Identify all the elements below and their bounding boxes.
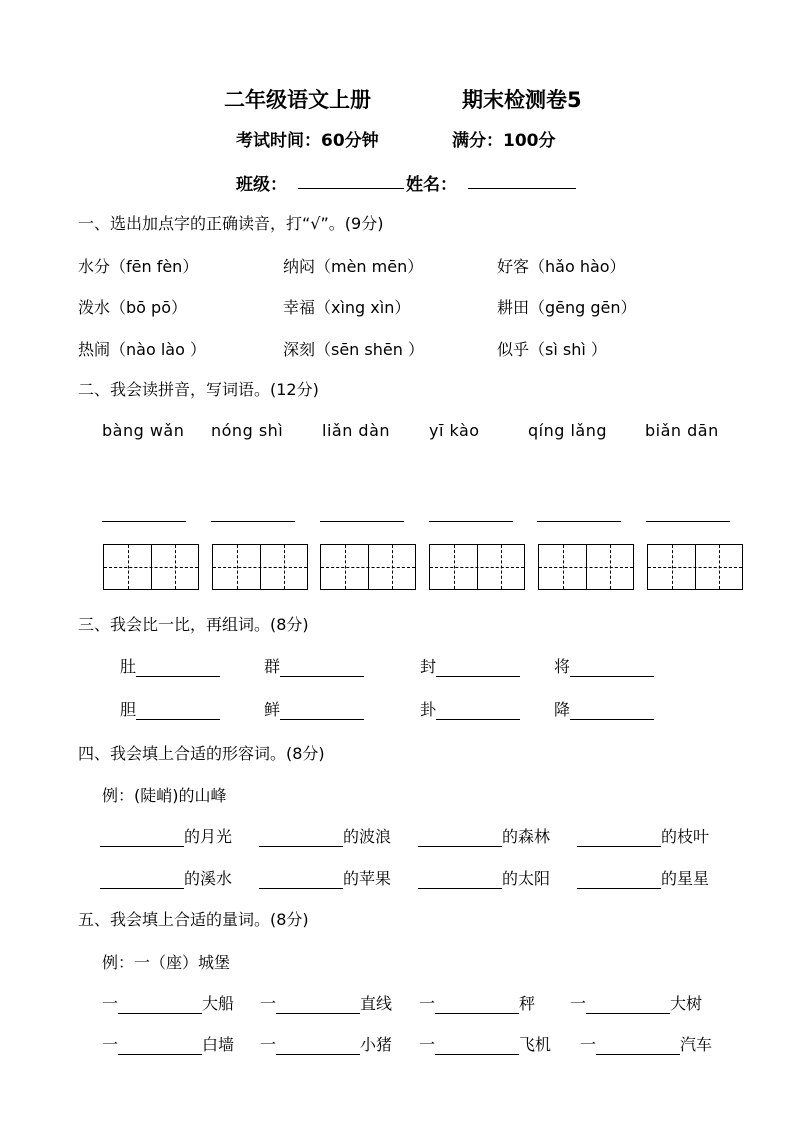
exam-time: 考试时间：60分钟 — [236, 131, 379, 151]
adjective-item: 的月光 — [100, 824, 232, 847]
measure-item: 一 大树 — [570, 994, 703, 1013]
measure-blank[interactable] — [276, 1036, 360, 1055]
section5-example: 例：一（座）城堡 — [102, 953, 231, 972]
reading-item[interactable]: 水分（fēn fèn） — [78, 257, 199, 276]
compare-char: 胆 — [120, 700, 137, 719]
measure-blank[interactable] — [118, 1036, 202, 1055]
compare-char: 降 — [554, 700, 571, 719]
reading-item[interactable]: 似乎（sì shì ） — [497, 340, 607, 359]
compare-item — [264, 654, 364, 677]
reading-item[interactable]: 热闹（nào lào ） — [78, 340, 206, 359]
answer-line[interactable] — [646, 521, 730, 522]
measure-item: 一 飞机 — [419, 1035, 552, 1054]
measure-blank[interactable] — [435, 1036, 519, 1055]
word-blank[interactable] — [436, 701, 520, 720]
section4-heading: 四、我会填上合适的形容词。(8分) — [78, 744, 325, 763]
adjective-item: 的太阳 — [418, 866, 550, 889]
pinyin-word: yī kào — [429, 421, 480, 440]
section3-heading: 三、我会比一比，再组词。(8分) — [78, 615, 309, 634]
compare-item — [120, 697, 220, 720]
answer-line[interactable] — [429, 521, 513, 522]
writing-grid[interactable] — [320, 544, 416, 590]
measure-item: 一 大船 — [102, 994, 235, 1013]
section5-heading: 五、我会填上合适的量词。(8分) — [78, 910, 309, 929]
answer-line[interactable] — [320, 521, 404, 522]
measure-blank[interactable] — [596, 1036, 680, 1055]
measure-blank[interactable] — [435, 995, 519, 1014]
measure-blank[interactable] — [586, 995, 670, 1014]
pinyin-word: liǎn dàn — [322, 421, 391, 440]
word-blank[interactable] — [280, 658, 364, 677]
pinyin-word: nóng shì — [211, 421, 284, 440]
word-blank[interactable] — [280, 701, 364, 720]
adjective-item: 的溪水 — [100, 866, 232, 889]
compare-char: 肚 — [120, 657, 137, 676]
adjective-blank[interactable] — [259, 870, 343, 889]
section4-example: 例：(陡峭)的山峰 — [102, 786, 227, 805]
writing-grid[interactable] — [538, 544, 634, 590]
adjective-item: 的波浪 — [259, 824, 391, 847]
compare-char: 将 — [554, 657, 571, 676]
adjective-blank[interactable] — [418, 828, 502, 847]
measure-blank[interactable] — [276, 995, 360, 1014]
answer-line[interactable] — [102, 521, 186, 522]
compare-char: 群 — [264, 657, 281, 676]
measure-item: 一 白墙 — [102, 1035, 235, 1054]
title-right: 期末检测卷5 — [462, 88, 582, 112]
word-blank[interactable] — [136, 658, 220, 677]
measure-item: 一 小猪 — [260, 1035, 393, 1054]
reading-item[interactable]: 耕田（gēng gēn） — [497, 298, 637, 317]
adjective-item: 的森林 — [418, 824, 550, 847]
pinyin-word: bàng wǎn — [102, 421, 185, 440]
adjective-blank[interactable] — [577, 870, 661, 889]
adjective-item: 的枝叶 — [577, 824, 709, 847]
compare-item — [420, 697, 520, 720]
adjective-blank[interactable] — [100, 870, 184, 889]
word-blank[interactable] — [570, 658, 654, 677]
adjective-blank[interactable] — [259, 828, 343, 847]
measure-blank[interactable] — [118, 995, 202, 1014]
section1-heading: 一、选出加点字的正确读音，打“√”。(9分) — [78, 214, 384, 233]
reading-item[interactable]: 纳闷（mèn mēn） — [283, 257, 424, 276]
writing-grid[interactable] — [103, 544, 199, 590]
reading-item[interactable]: 幸福（xìng xìn） — [283, 298, 411, 317]
class-label: 班级： — [236, 175, 287, 195]
compare-char: 封 — [420, 657, 437, 676]
compare-char: 鲜 — [264, 700, 281, 719]
answer-line[interactable] — [537, 521, 621, 522]
compare-item — [120, 654, 220, 677]
compare-item — [554, 654, 654, 677]
name-label: 姓名： — [406, 175, 457, 195]
compare-item — [420, 654, 520, 677]
adjective-item: 的苹果 — [259, 866, 391, 889]
measure-item: 一 秤 — [419, 994, 536, 1013]
word-blank[interactable] — [136, 701, 220, 720]
word-blank[interactable] — [570, 701, 654, 720]
reading-item[interactable]: 深刻（sēn shēn ） — [283, 340, 424, 359]
answer-line[interactable] — [211, 521, 295, 522]
pinyin-word: biǎn dān — [645, 421, 719, 440]
adjective-item: 的星星 — [577, 866, 709, 889]
compare-char: 卦 — [420, 700, 437, 719]
compare-item — [554, 697, 654, 720]
compare-item — [264, 697, 364, 720]
writing-grid[interactable] — [429, 544, 525, 590]
adjective-blank[interactable] — [577, 828, 661, 847]
class-blank[interactable] — [298, 188, 404, 189]
reading-item[interactable]: 好客（hǎo hào） — [497, 257, 626, 276]
writing-grid[interactable] — [647, 544, 743, 590]
adjective-blank[interactable] — [100, 828, 184, 847]
title-left: 二年级语文上册 — [224, 88, 371, 112]
reading-item[interactable]: 泼水（bō pō） — [78, 298, 187, 317]
adjective-blank[interactable] — [418, 870, 502, 889]
word-blank[interactable] — [436, 658, 520, 677]
measure-item: 一 汽车 — [580, 1035, 713, 1054]
section2-heading: 二、我会读拼音，写词语。(12分) — [78, 380, 319, 399]
measure-item: 一 直线 — [260, 994, 393, 1013]
full-score: 满分：100分 — [452, 131, 556, 151]
writing-grid[interactable] — [212, 544, 308, 590]
pinyin-word: qíng lǎng — [528, 421, 608, 440]
name-blank[interactable] — [468, 188, 576, 189]
